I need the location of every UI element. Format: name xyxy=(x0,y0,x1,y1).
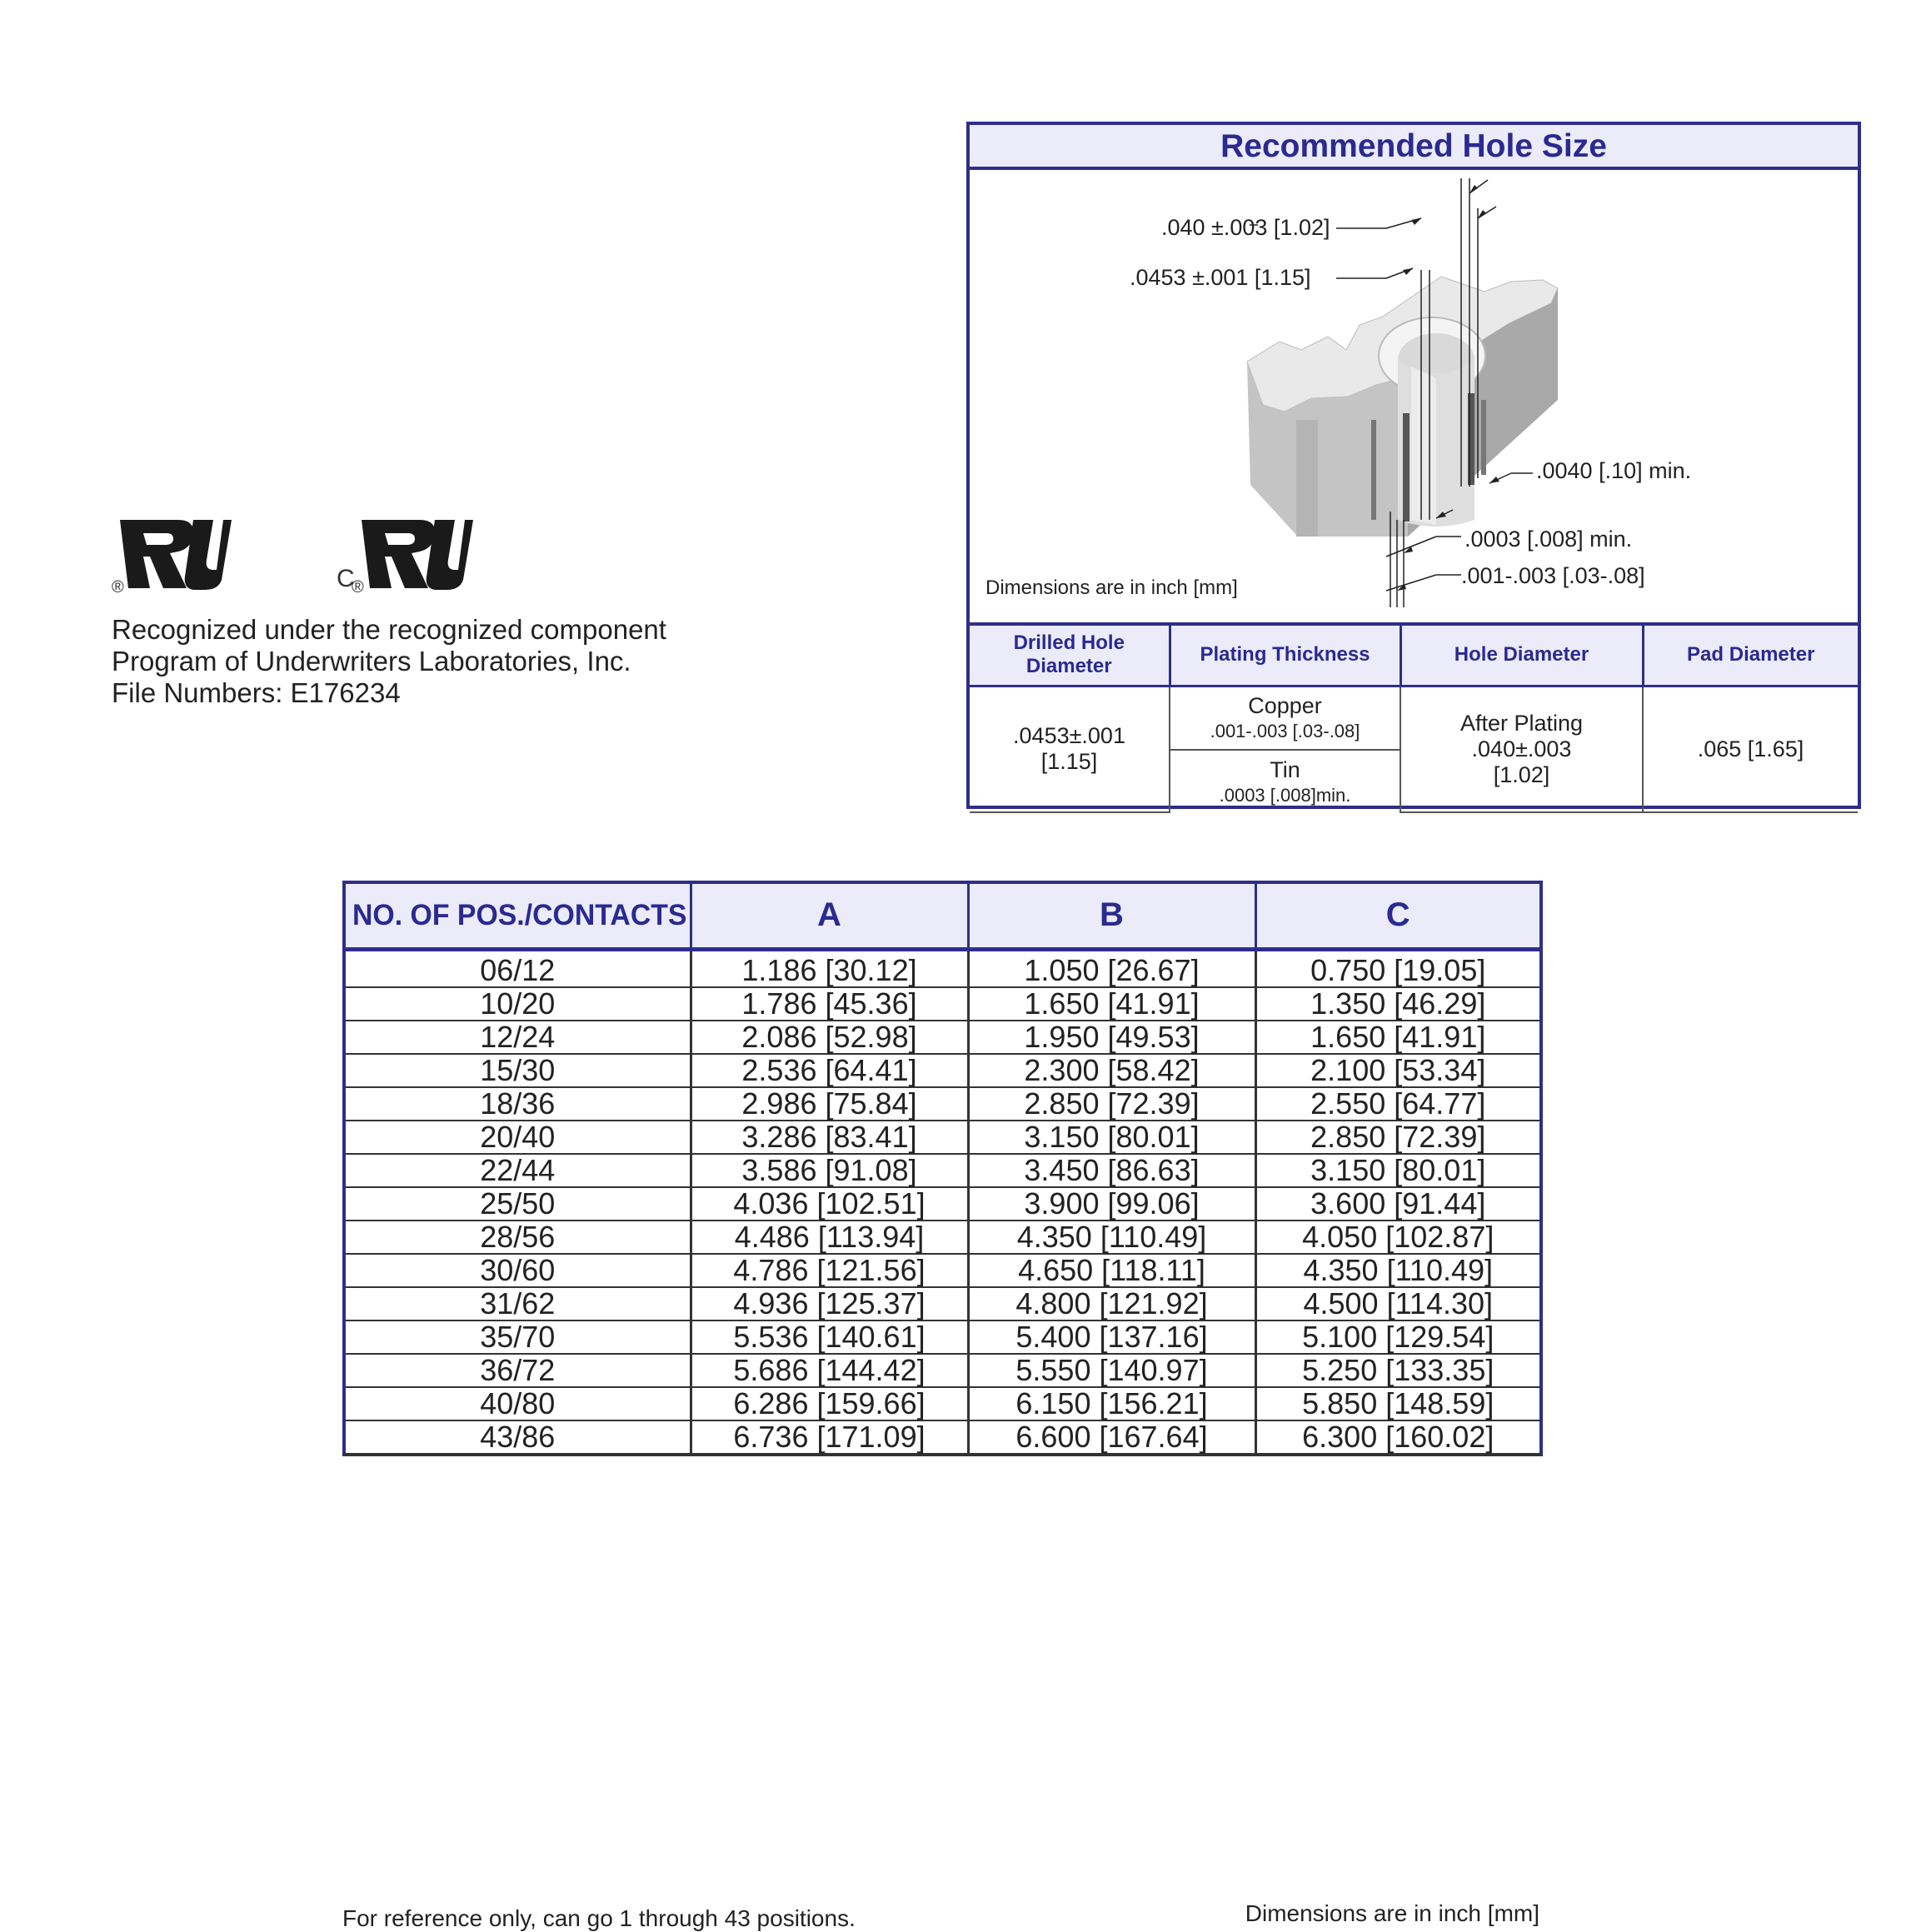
cell-positions: 22/44 xyxy=(344,1154,691,1187)
table-row xyxy=(344,1154,1541,1187)
col-header-b: B xyxy=(968,882,1255,949)
ul-logos xyxy=(112,517,778,608)
cell-dim-a: 5.536 [140.61] xyxy=(691,1320,968,1354)
table-row xyxy=(344,987,1541,1021)
cell-dim-c: 3.600 [91.44] xyxy=(1255,1187,1541,1221)
table-row xyxy=(344,1187,1541,1221)
cell-positions: 43/86 xyxy=(344,1420,691,1455)
dim-label-drill-diameter: .0453 ±.001 [1.15] xyxy=(1130,265,1311,290)
cell-dim-c: 4.050 [102.87] xyxy=(1255,1221,1541,1254)
reference-note: For reference only, can go 1 through 43 positions. xyxy=(342,1905,856,1931)
units-note: Dimensions are in inch [mm] xyxy=(1245,1900,1539,1926)
cell-dim-a: 2.536 [64.41] xyxy=(691,1054,968,1087)
cell-dim-c: 2.850 [72.39] xyxy=(1255,1121,1541,1154)
cell-dim-a: 5.686 [144.42] xyxy=(691,1354,968,1387)
cell-dim-c: 1.350 [46.29] xyxy=(1255,987,1541,1021)
cell-positions: 15/30 xyxy=(344,1054,691,1087)
cell-positions: 35/70 xyxy=(344,1320,691,1354)
cell-dim-a: 3.586 [91.08] xyxy=(691,1154,968,1187)
hole-size-panel xyxy=(966,122,1861,809)
cell-dim-a: 4.036 [102.51] xyxy=(691,1187,968,1221)
cell-positions: 36/72 xyxy=(344,1354,691,1387)
dimensions-table-body xyxy=(344,949,1541,1455)
table-row xyxy=(344,1320,1541,1354)
certification-text xyxy=(112,614,861,709)
cell-dim-c: 0.750 [19.05] xyxy=(1255,949,1541,987)
table-row xyxy=(344,1420,1541,1455)
cul-logo xyxy=(355,517,473,593)
table-row xyxy=(344,1054,1541,1087)
cell-dim-a: 1.186 [30.12] xyxy=(691,949,968,987)
header-hole-diameter: Hole Diameter xyxy=(1400,624,1643,686)
certification-block xyxy=(112,517,778,708)
cell-dim-a: 6.286 [159.66] xyxy=(691,1387,968,1420)
cell-dim-b: 3.900 [99.06] xyxy=(968,1187,1255,1221)
hole-value-mm: [1.02] xyxy=(1493,761,1550,787)
cell-positions: 28/56 xyxy=(344,1221,691,1254)
hole-after-plating: After Plating xyxy=(1459,710,1584,736)
diagram-units-note: Dimensions are in inch [mm] xyxy=(985,577,1238,599)
cell-dim-a: 4.486 [113.94] xyxy=(691,1221,968,1254)
tin-value: .0003 [.008]min. xyxy=(1219,784,1351,806)
table-row xyxy=(344,1121,1541,1154)
cell-dim-a: 6.736 [171.09] xyxy=(691,1420,968,1455)
certification-line-2: Program of Underwriters Laboratories, Inc. xyxy=(112,646,631,676)
cell-pad-diameter: .065 [1.65] xyxy=(1643,686,1858,812)
header-drilled-hole-diameter: Drilled Hole Diameter xyxy=(970,624,1170,686)
cell-dim-b: 4.350 [110.49] xyxy=(968,1221,1255,1254)
cell-dim-c: 5.850 [148.59] xyxy=(1255,1387,1541,1420)
registered-symbol: ® xyxy=(112,578,124,597)
table-row xyxy=(344,1287,1541,1320)
cell-drilled-hole xyxy=(970,686,1170,812)
cell-positions: 30/60 xyxy=(344,1254,691,1287)
cell-dim-c: 4.500 [114.30] xyxy=(1255,1287,1541,1320)
pcb-cross-section-illustration xyxy=(970,170,1858,622)
cell-dim-c: 4.350 [110.49] xyxy=(1255,1254,1541,1287)
dim-label-tin-thickness: .0003 [.008] min. xyxy=(1464,527,1633,552)
cell-copper xyxy=(1170,686,1400,750)
certification-line-1: Recognized under the recognized component xyxy=(112,614,666,645)
cell-dim-b: 4.800 [121.92] xyxy=(968,1287,1255,1320)
cell-hole-diameter xyxy=(1400,686,1643,812)
cell-dim-c: 6.300 [160.02] xyxy=(1255,1420,1541,1455)
cell-positions: 40/80 xyxy=(344,1387,691,1420)
cell-positions: 10/20 xyxy=(344,987,691,1021)
cell-dim-b: 4.650 [118.11] xyxy=(968,1254,1255,1287)
cell-dim-b: 2.300 [58.42] xyxy=(968,1054,1255,1087)
cell-dim-c: 3.150 [80.01] xyxy=(1255,1154,1541,1187)
cell-dim-b: 5.550 [140.97] xyxy=(968,1354,1255,1387)
cell-dim-b: 5.400 [137.16] xyxy=(968,1320,1255,1354)
plated-hole-diagram xyxy=(970,170,1858,622)
header-pad-diameter: Pad Diameter xyxy=(1643,624,1858,686)
col-header-c: C xyxy=(1255,882,1541,949)
cell-dim-c: 2.100 [53.34] xyxy=(1255,1054,1541,1087)
cell-dim-b: 1.050 [26.67] xyxy=(968,949,1255,987)
table-row xyxy=(344,1021,1541,1054)
drilled-value: .0453±.001 xyxy=(1013,723,1125,749)
table-row xyxy=(344,1354,1541,1387)
table-row xyxy=(344,1087,1541,1121)
dimensions-table xyxy=(342,881,1543,1456)
cell-dim-b: 1.650 [41.91] xyxy=(968,987,1255,1021)
table-row xyxy=(344,1254,1541,1287)
cell-dim-a: 4.936 [125.37] xyxy=(691,1287,968,1320)
cell-dim-c: 5.100 [129.54] xyxy=(1255,1320,1541,1354)
dim-label-copper-thickness: .001-.003 [.03-.08] xyxy=(1461,563,1645,588)
col-header-a: A xyxy=(691,882,968,949)
cell-dim-a: 2.986 [75.84] xyxy=(691,1087,968,1121)
registered-symbol-2: ® xyxy=(352,578,364,597)
dim-label-hole-diameter: .040 ±.003 [1.02] xyxy=(1161,215,1330,240)
header-plating-thickness: Plating Thickness xyxy=(1170,624,1400,686)
cell-dim-c: 5.250 [133.35] xyxy=(1255,1354,1541,1387)
plating-spec-table xyxy=(970,622,1858,813)
cell-positions: 06/12 xyxy=(344,949,691,987)
cul-c-letter: C xyxy=(337,565,355,592)
ul-logo xyxy=(113,517,232,593)
cell-dim-b: 1.950 [49.53] xyxy=(968,1021,1255,1054)
cell-dim-b: 3.150 [80.01] xyxy=(968,1121,1255,1154)
cell-dim-a: 2.086 [52.98] xyxy=(691,1021,968,1054)
table-row xyxy=(344,949,1541,987)
cell-dim-c: 2.550 [64.77] xyxy=(1255,1087,1541,1121)
cell-dim-b: 6.600 [167.64] xyxy=(968,1420,1255,1455)
cell-positions: 25/50 xyxy=(344,1187,691,1221)
cell-dim-b: 6.150 [156.21] xyxy=(968,1387,1255,1420)
cell-dim-b: 2.850 [72.39] xyxy=(968,1087,1255,1121)
cell-tin xyxy=(1170,750,1400,812)
certification-line-3: File Numbers: E176234 xyxy=(112,677,401,708)
hole-size-title: Recommended Hole Size xyxy=(970,125,1858,170)
hole-value: .040±.003 xyxy=(1471,736,1572,761)
table-row xyxy=(344,1221,1541,1254)
table-row xyxy=(344,1387,1541,1420)
copper-label: Copper xyxy=(1248,693,1322,719)
cell-dim-b: 3.450 [86.63] xyxy=(968,1154,1255,1187)
col-header-positions: NO. OF POS./CONTACTS xyxy=(344,882,691,949)
dimensions-table-section xyxy=(342,881,1539,1931)
cell-positions: 20/40 xyxy=(344,1121,691,1154)
dim-label-min-plating: .0040 [.10] min. xyxy=(1536,458,1692,483)
cell-dim-a: 4.786 [121.56] xyxy=(691,1254,968,1287)
cell-dim-a: 3.286 [83.41] xyxy=(691,1121,968,1154)
cell-positions: 18/36 xyxy=(344,1087,691,1121)
cell-dim-c: 1.650 [41.91] xyxy=(1255,1021,1541,1054)
cell-dim-a: 1.786 [45.36] xyxy=(691,987,968,1021)
drilled-value-mm: [1.15] xyxy=(1040,749,1098,775)
tin-label: Tin xyxy=(1270,756,1300,782)
cell-positions: 31/62 xyxy=(344,1287,691,1320)
cell-positions: 12/24 xyxy=(344,1021,691,1054)
copper-value: .001-.003 [.03-.08] xyxy=(1210,721,1360,742)
